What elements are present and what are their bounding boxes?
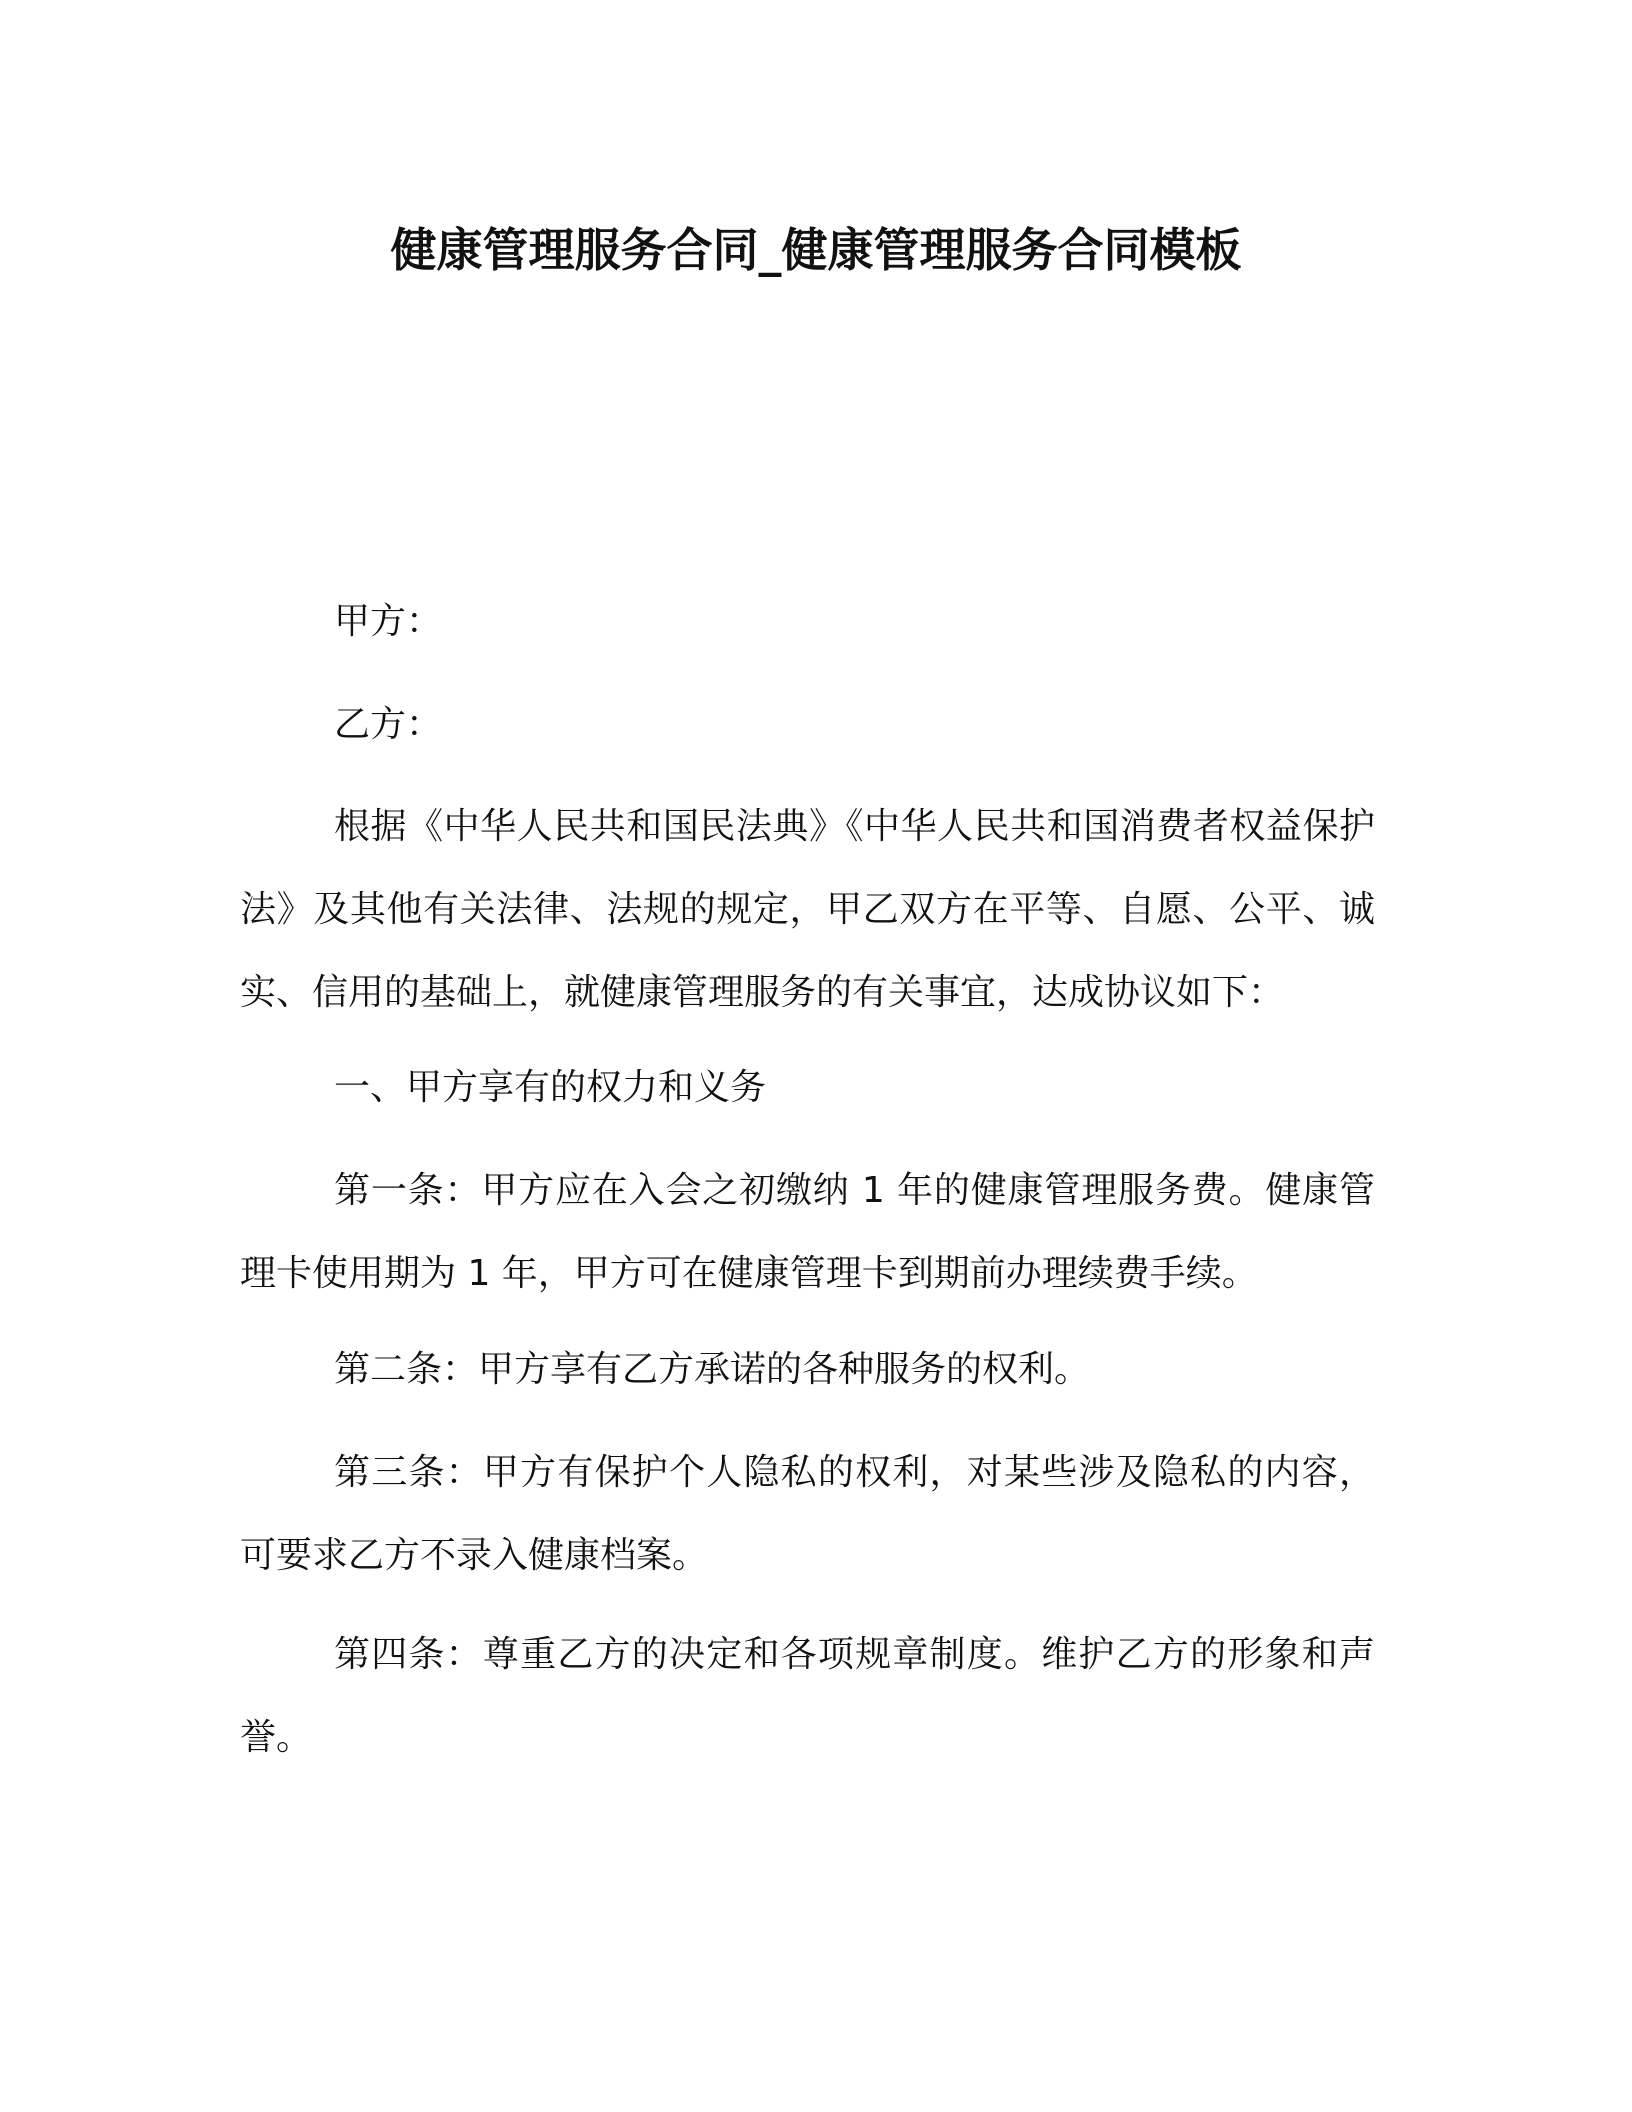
party-a-line: 甲方： xyxy=(334,601,443,642)
article-1-paragraph: 第一条：甲方应在入会之初缴纳 1 年的健康管理服务费。健康管理卡使用期为 1 年，甲方可在健康管理卡到期前办理续费手续。 xyxy=(240,1170,1375,1294)
article-3-paragraph: 第三条：甲方有保护个人隐私的权利，对某些涉及隐私的内容，可要求乙方不录入健康档案。 xyxy=(240,1452,1375,1576)
party-b-line: 乙方： xyxy=(334,704,443,745)
document-title: 健康管理服务合同_健康管理服务合同模板 xyxy=(390,223,1242,277)
article-2-paragraph: 第二条：甲方享有乙方承诺的各种服务的权利。 xyxy=(334,1349,1091,1390)
article-4-paragraph: 第四条：尊重乙方的决定和各项规章制度。维护乙方的形象和声誉。 xyxy=(240,1634,1375,1758)
preamble-paragraph: 根据《中华人民共和国民法典》《中华人民共和国消费者权益保护法》及其他有关法律、法规的规定，甲乙双方在平等、自愿、公平、诚实、信用的基础上，就健康管理服务的有关事宜，达成协议如下： xyxy=(240,806,1375,1013)
section-heading-1: 一、甲方享有的权力和义务 xyxy=(334,1067,767,1108)
